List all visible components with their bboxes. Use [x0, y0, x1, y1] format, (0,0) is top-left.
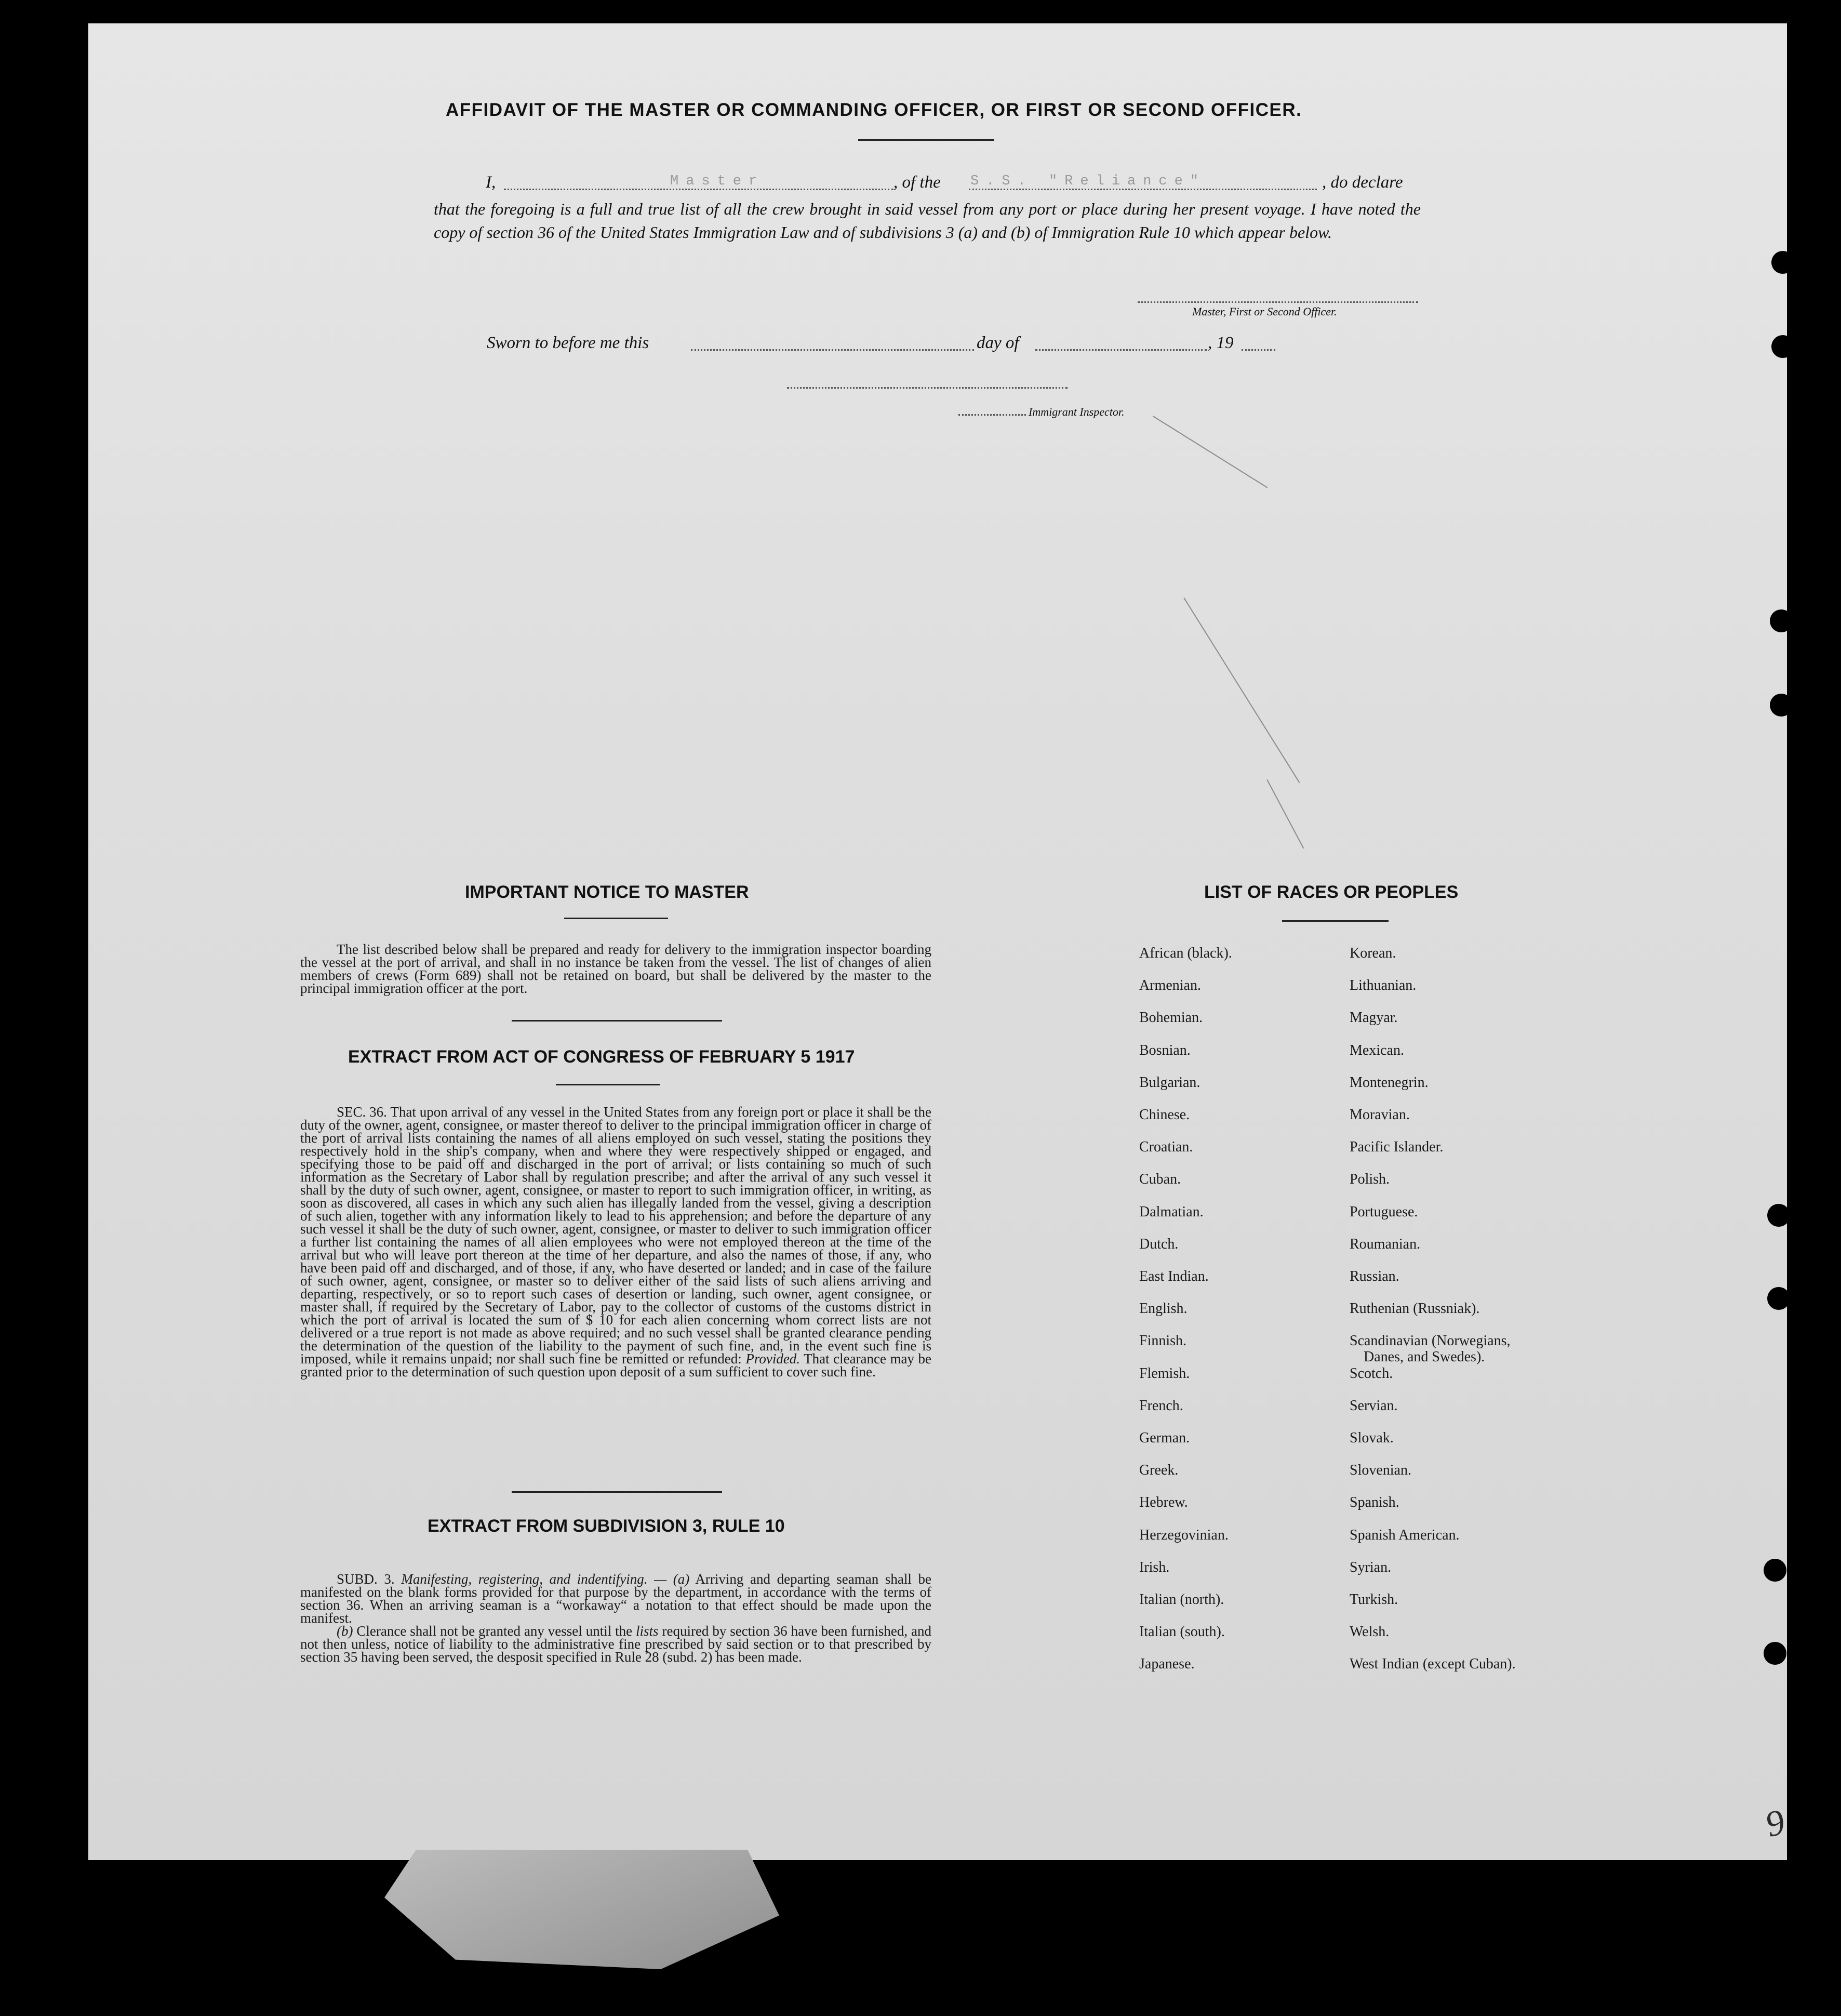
- race-item: Portuguese.: [1350, 1203, 1418, 1220]
- race-item: Irish.: [1139, 1559, 1170, 1575]
- race-item: Mexican.: [1350, 1042, 1404, 1058]
- race-item: Ruthenian (Russniak).: [1350, 1301, 1480, 1317]
- notice-underline: [564, 918, 668, 919]
- sworn-day-blank[interactable]: [691, 349, 974, 351]
- race-item: East Indian.: [1139, 1268, 1209, 1284]
- race-item: Slovenian.: [1350, 1462, 1411, 1479]
- race-item: Montenegrin.: [1350, 1074, 1429, 1091]
- race-item: Scotch.: [1350, 1365, 1393, 1382]
- margin-mark: 9: [1761, 1801, 1790, 1846]
- race-item: Herzegovinian.: [1139, 1527, 1229, 1543]
- affidavit-declare: , do declare: [1322, 173, 1403, 192]
- race-item: African (black).: [1139, 945, 1232, 961]
- torn-paper-scrap: [384, 1850, 779, 1969]
- race-item: Magyar.: [1350, 1010, 1398, 1026]
- race-item: Bosnian.: [1139, 1042, 1191, 1058]
- punch-hole: [1770, 694, 1793, 717]
- punch-hole: [1770, 609, 1793, 632]
- extract-rule-title: EXTRACT FROM SUBDIVISION 3, RULE 10: [428, 1516, 785, 1536]
- race-item: Croatian.: [1139, 1139, 1193, 1156]
- race-item: Greek.: [1139, 1462, 1179, 1479]
- title-underline: [858, 139, 994, 141]
- race-item: Hebrew.: [1139, 1494, 1188, 1511]
- race-item: Spanish.: [1350, 1494, 1399, 1511]
- signature-blank[interactable]: [1138, 301, 1418, 303]
- proviso-word: Provided.: [745, 1351, 801, 1367]
- race-item: Italian (north).: [1139, 1591, 1224, 1608]
- notice-body: The list described below shall be prepared and ready for delivery to the immigration inspector boarding the vessel at the port of arrival, and shall in no instance be taken from the vessel. The list of changes of alien members of crews (Form 689) shall not be retained on board, but shall be delivered by the master to the principal immigration officer at the port.: [300, 941, 931, 996]
- race-item: Lithuanian.: [1350, 977, 1417, 994]
- sworn-prefix: Sworn to before me this: [487, 334, 649, 352]
- affidavit-I: I,: [486, 173, 496, 192]
- extract-act-body: SEC. 36. That upon arrival of any vessel in the United States from any foreign port or place it shall be the duty of the owner, agent, consignee, or master thereof to deliver to the principal immigration officer in charge of the port of arrival lists containing the names of all aliens employed on such vessel, stating the positions they respectively hold in the ship's company, when and where they were respectively shipped or engaged, and specifying those to be paid off and discharged in the port of arrival; or lists containing so much of such information as the Secretary of Labor shall by regulation prescribe; and after the arrival of any such vessel it shall by the duty of such owner, agent, consignee, or master to report to such immigration officer, in writing, as soon as discovered, all cases in which any such alien has illegally landed from the vessel, giving a description of such alien, together with any information likely to lead to his apprehension; and before the departure of any such vessel it shall be the duty of such owner, agent, consignee, or master to deliver to such immigration officer a further list containing the names of all alien employees who were not employed thereon at the time of the arrival but who will leave port thereon at the time of her departure, and also the names of those, if any, who have been paid off and discharged, and of those, if any, who have deserted or landed; and in case of the failure of such owner, agent, consignee, or master so to deliver either of the said lists of such aliens arriving and departing, respectively, or so to report such cases of desertion or landing, such owner, agent consignee, or master shall, if required by the Secretary of Labor, pay to the collector of customs of the customs district in which the port of arrival is located the sum of $ 10 for each alien concerning whom correct lists are not delivered or a true report is not made as above required; and no such vessel shall be granted clearance pending the determination of the question of the liability to the payment of such fine, and, in the event such fine is imposed, while it remains unpaid; nor shall such fine be remitted or refunded: Provided. That clearance may be granted prior to the determination of such question upon deposit of a sum sufficient to cover such fine.: [300, 1104, 932, 1380]
- signature-caption: Master, First or Second Officer.: [1192, 305, 1337, 318]
- race-item: Italian (south).: [1139, 1624, 1225, 1640]
- extract-act-underline: [556, 1084, 660, 1085]
- race-item: Dalmatian.: [1139, 1203, 1204, 1220]
- typed-vessel: S.S. "Reliance": [970, 174, 1206, 189]
- race-item: Japanese.: [1139, 1656, 1195, 1673]
- race-item: Bulgarian.: [1139, 1074, 1200, 1091]
- inspector-prefix-dots: [958, 414, 1026, 416]
- inspector-caption: Immigrant Inspector.: [1029, 405, 1125, 418]
- race-item: Bohemian.: [1139, 1010, 1203, 1026]
- punch-hole: [1764, 1642, 1786, 1665]
- race-item: Dutch.: [1139, 1236, 1179, 1252]
- section-divider: [512, 1020, 722, 1022]
- sworn-day-of: day of: [977, 334, 1019, 352]
- race-item: Moravian.: [1350, 1107, 1410, 1123]
- race-item: Russian.: [1350, 1268, 1399, 1284]
- race-item: Syrian.: [1350, 1559, 1392, 1575]
- race-item: Servian.: [1350, 1397, 1398, 1414]
- race-item: Chinese.: [1139, 1107, 1190, 1123]
- race-item: Pacific Islander.: [1350, 1139, 1444, 1156]
- inspector-signature-blank[interactable]: [787, 387, 1068, 389]
- race-item: Finnish.: [1139, 1333, 1187, 1349]
- races-underline: [1282, 920, 1389, 922]
- race-item: Spanish American.: [1350, 1527, 1460, 1543]
- extract-act-title: EXTRACT FROM ACT OF CONGRESS OF FEBRUARY 5 1917: [348, 1047, 855, 1067]
- section-divider-2: [512, 1491, 722, 1493]
- race-item: Korean.: [1350, 945, 1396, 961]
- sworn-year: , 19: [1208, 334, 1234, 352]
- affidavit-body: that the foregoing is a full and true list of all the crew brought in said vessel from any port or place during her present voyage. I have noted the copy of section 36 of the United States Immigration Law and of subdivisions 3 (a) and (b) of Immigration Rule 10 which appear below.: [434, 200, 1421, 242]
- punch-hole: [1764, 1559, 1786, 1582]
- race-item: Welsh.: [1350, 1624, 1390, 1640]
- race-item: English.: [1139, 1301, 1188, 1317]
- race-item: German.: [1139, 1430, 1190, 1446]
- race-item: Polish.: [1350, 1171, 1390, 1188]
- race-item-continuation: Danes, and Swedes).: [1364, 1349, 1485, 1365]
- punch-hole: [1767, 1204, 1790, 1227]
- punch-hole: [1767, 1287, 1790, 1310]
- affidavit-title: AFFIDAVIT OF THE MASTER OR COMMANDING OFFICER, OR FIRST OR SECOND OFFICER.: [446, 100, 1302, 120]
- extract-rule-body: SUBD. 3. Manifesting, registering, and indentifying. — (a) Arriving and departing seaman shall be manifested on the blank forms provided for that purpose by the department, in accordance with the terms of section 36. When an arriving seaman is a “workaway“ a notation to that effect should be made upon the manifest. (b) Clerance shall not be granted any vessel until the lists required by section 36 have been furnished, and not then unless, notice of liability to the administrative fine prescribed by said section or to that prescribed by section 35 having been served, the desposit specified in Rule 28 (subd. 2) has been made.: [300, 1571, 931, 1665]
- race-item: Turkish.: [1350, 1591, 1398, 1608]
- sworn-year-blank[interactable]: [1242, 349, 1275, 351]
- race-item: Scandinavian (Norwegians,: [1350, 1333, 1511, 1349]
- race-item: Armenian.: [1139, 977, 1201, 994]
- race-item: Roumanian.: [1350, 1236, 1421, 1252]
- notice-title: IMPORTANT NOTICE TO MASTER: [465, 882, 749, 902]
- race-item: Cuban.: [1139, 1171, 1181, 1188]
- race-item: West Indian (except Cuban).: [1350, 1656, 1516, 1673]
- affidavit-of-the: , of the: [893, 173, 941, 192]
- typed-name: Master: [670, 174, 765, 189]
- punch-hole: [1771, 251, 1794, 274]
- races-title: LIST OF RACES OR PEOPLES: [1204, 882, 1459, 902]
- sworn-month-blank[interactable]: [1035, 349, 1207, 351]
- race-item: French.: [1139, 1397, 1183, 1414]
- race-item: Flemish.: [1139, 1365, 1190, 1382]
- race-item: Slovak.: [1350, 1430, 1394, 1446]
- punch-hole: [1771, 335, 1794, 358]
